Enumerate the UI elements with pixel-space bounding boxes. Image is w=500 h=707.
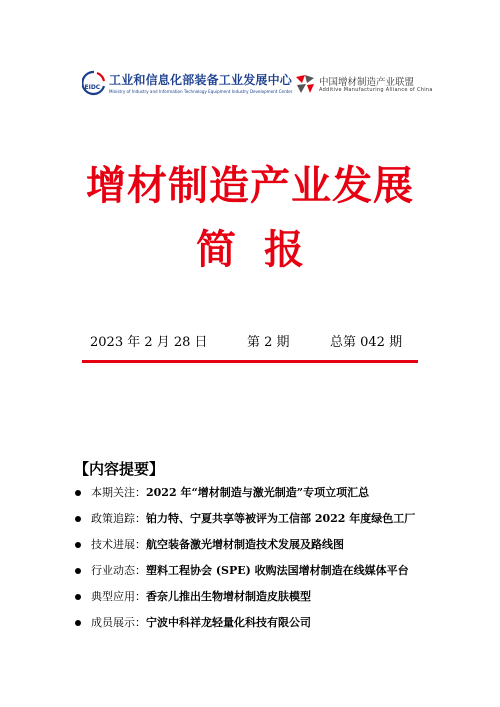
header-logos: [0, 66, 500, 106]
issue-date: 2023 年 2 月 28 日: [90, 335, 208, 350]
issue-number: 第 2 期: [247, 335, 290, 350]
bullet-icon: [75, 490, 81, 496]
amac-logo: [293, 72, 433, 102]
eidc-logo-en: Ministry of Industry and Information Technology Equipment Industry Development Center: [109, 89, 293, 94]
summary-item: 政策追踪：铂力特、宁夏共享等被评为工信部 2022 年度绿色工厂: [75, 512, 415, 538]
bullet-icon: [75, 516, 81, 522]
issue-total: 总第 042 期: [330, 335, 403, 350]
eidc-emblem-icon: [82, 70, 106, 100]
svg-text:EIDC: EIDC: [84, 84, 101, 91]
eidc-logo: [82, 68, 293, 104]
summary-item: 本期关注：2022 年“增材制造与激光制造”专项立项汇总: [75, 486, 415, 512]
amac-emblem-icon: [293, 72, 317, 96]
summary-heading: 【内容提要】: [74, 460, 165, 478]
summary-list: [75, 486, 415, 642]
summary-item: 成员展示：宁波中科祥龙轻量化科技有限公司: [75, 616, 415, 642]
bullet-icon: [75, 568, 81, 574]
subtitle-char: 报: [264, 227, 304, 273]
bullet-icon: [75, 620, 81, 626]
summary-item: 典型应用：香奈儿推出生物增材制造皮肤模型: [75, 590, 415, 616]
amac-logo-cn: 中国增材制造产业联盟: [319, 77, 415, 88]
bullet-icon: [75, 542, 81, 548]
issue-info: [90, 331, 410, 353]
report-subtitle: [0, 218, 500, 275]
subtitle-char: 简: [196, 227, 236, 273]
report-title: 增材制造产业发展: [86, 163, 414, 209]
amac-logo-en: Additive Manufacturing Alliance of China: [319, 87, 433, 93]
bullet-icon: [75, 594, 81, 600]
summary-item: 行业动态：塑料工程协会 (SPE) 收购法国增材制造在线媒体平台: [75, 564, 415, 590]
eidc-logo-cn: 工业和信息化部装备工业发展中心: [109, 73, 293, 87]
title-divider: [82, 360, 418, 363]
summary-item: 技术进展：航空装备激光增材制造技术发展及路线图: [75, 538, 415, 564]
